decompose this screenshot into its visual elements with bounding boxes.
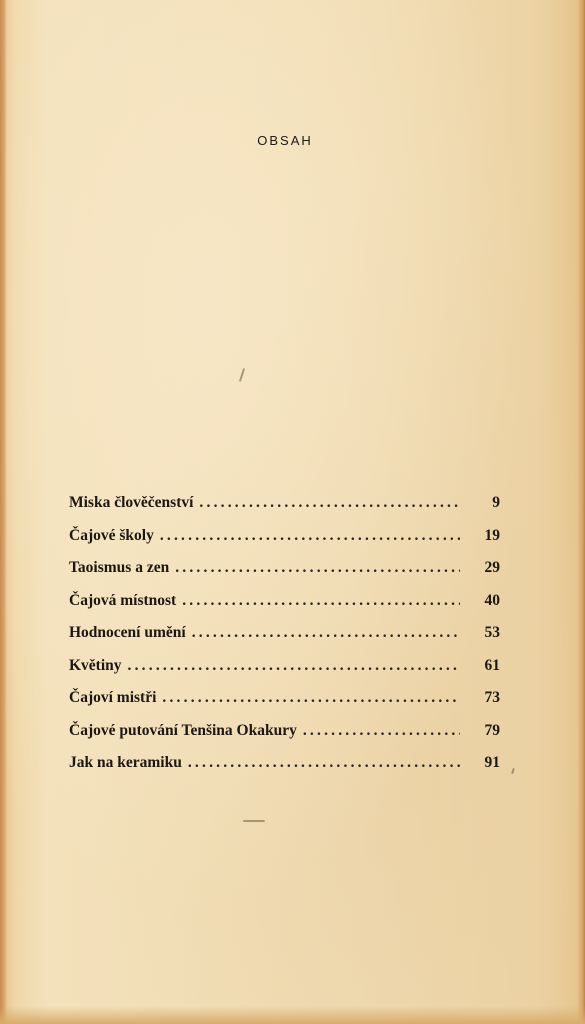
toc-entry-title: Čajoví mistři	[69, 689, 157, 706]
toc-entry-page: 40	[484, 591, 500, 609]
paper-mark	[243, 820, 265, 822]
paper-mark	[239, 368, 245, 382]
page-edge-bottom	[0, 1006, 585, 1024]
dot-leader	[182, 588, 460, 614]
toc-entry-page: 53	[484, 624, 500, 641]
toc-entry[interactable]	[69, 588, 500, 621]
toc-entry-page: 29	[484, 559, 500, 576]
toc-entry-page: 79	[484, 721, 500, 739]
toc-entry[interactable]	[69, 523, 500, 556]
toc-entry-page: 19	[484, 526, 500, 544]
dot-leader	[188, 750, 460, 776]
toc-entry[interactable]	[69, 555, 500, 588]
dot-leader	[199, 490, 460, 516]
table-of-contents	[69, 490, 500, 783]
toc-entry[interactable]	[69, 685, 500, 718]
toc-entry[interactable]	[69, 653, 500, 686]
paper-mark	[511, 768, 515, 774]
toc-entry[interactable]	[69, 718, 500, 751]
dot-leader	[192, 620, 460, 646]
toc-entry-title: Jak na keramiku	[69, 754, 182, 771]
toc-entry-page: 61	[484, 656, 500, 674]
toc-entry-page: 9	[492, 494, 500, 511]
toc-entry[interactable]	[69, 490, 500, 523]
page-edge-right	[577, 0, 585, 1024]
toc-entry-title: Hodnocení umění	[69, 624, 186, 641]
page-title: OBSAH	[257, 133, 313, 148]
toc-entry-title: Čajové putování Tenšina Okakury	[69, 721, 297, 739]
toc-entry-title: Květiny	[69, 656, 122, 674]
toc-entry[interactable]	[69, 750, 500, 783]
toc-entry-title: Čajová místnost	[69, 591, 177, 609]
toc-entry-title: Čajové školy	[69, 526, 154, 544]
dot-leader	[128, 653, 460, 679]
dot-leader	[162, 685, 460, 711]
dot-leader	[303, 718, 460, 744]
page-edge-left	[0, 0, 7, 1024]
toc-entry[interactable]	[69, 620, 500, 653]
toc-entry-title: Taoismus a zen	[69, 559, 170, 576]
dot-leader	[175, 555, 460, 581]
toc-entry-title: Miska člověčenství	[69, 494, 194, 511]
toc-entry-page: 91	[484, 754, 500, 771]
toc-entry-page: 73	[484, 689, 500, 706]
dot-leader	[160, 523, 460, 549]
